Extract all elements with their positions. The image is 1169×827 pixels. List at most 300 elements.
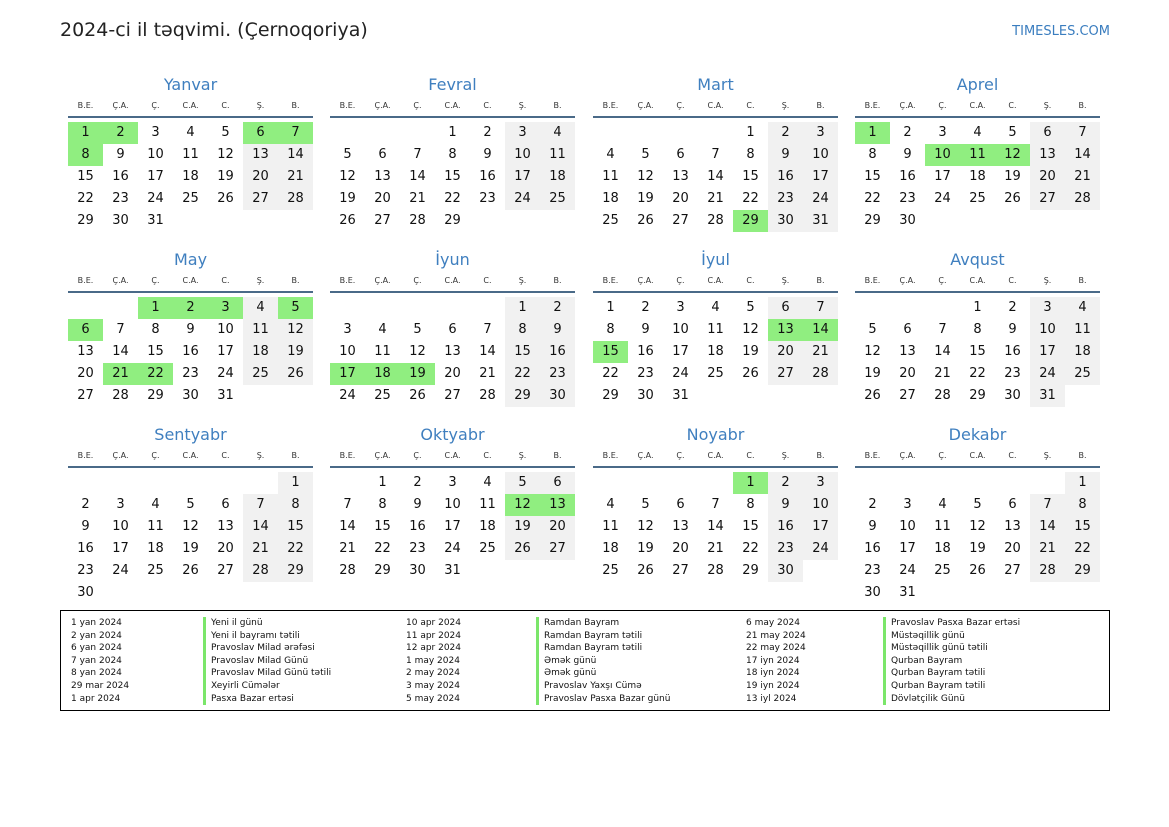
weekday-label: Ç.A.	[899, 101, 916, 110]
weekday-header	[593, 96, 838, 118]
weekday-label: Ş.	[781, 101, 790, 110]
day-cell: 30	[1004, 388, 1021, 403]
day-cell: 30	[899, 213, 916, 228]
month-name: Dekabr	[948, 425, 1007, 444]
empty-day-cell	[330, 472, 365, 494]
day-cell: 3	[676, 300, 685, 315]
days-grid	[330, 297, 575, 407]
holidays-list	[60, 610, 1110, 711]
day-cell: 13	[1004, 519, 1021, 534]
day-cell: 20	[77, 366, 94, 381]
day-cell: 21	[707, 541, 724, 556]
day-cell: 27	[243, 188, 278, 210]
day-cell: 5	[641, 147, 650, 162]
weekday-label: B.	[291, 276, 300, 285]
day-cell: 22	[864, 191, 881, 206]
day-cell: 1	[1065, 472, 1100, 494]
day-cell: 18	[182, 169, 199, 184]
day-cell: 11	[147, 519, 164, 534]
day-cell: 19	[1004, 169, 1021, 184]
month-name: Oktyabr	[420, 425, 485, 444]
weekday-label: Ç.A.	[374, 101, 391, 110]
site-brand-link[interactable]: TIMESLES.COM	[1012, 24, 1110, 39]
days-grid	[68, 122, 313, 232]
holiday-name: Pravoslav Milad Günü tətili	[203, 667, 331, 680]
weekday-label: Ç.A.	[637, 451, 654, 460]
holiday-name: Qurban Bayram tətili	[883, 680, 1020, 693]
weekday-label: Ç.A.	[899, 276, 916, 285]
holiday-day-cell: 13	[768, 319, 803, 341]
day-cell: 24	[112, 563, 129, 578]
month-fevral	[330, 74, 575, 232]
weekday-label: Ş.	[1043, 276, 1052, 285]
day-cell: 17	[217, 344, 234, 359]
day-cell: 20	[444, 366, 461, 381]
weekday-label: B.	[291, 451, 300, 460]
weekday-label: C.A.	[969, 276, 986, 285]
day-cell: 28	[339, 563, 356, 578]
holiday-day-cell: 14	[803, 319, 838, 341]
weekday-header	[330, 446, 575, 468]
day-cell: 25	[602, 563, 619, 578]
holiday-names-column	[203, 617, 331, 705]
weekday-label: B.	[1078, 451, 1087, 460]
weekday-label: Ç.	[151, 101, 160, 110]
day-cell: 10	[217, 322, 234, 337]
day-cell: 6	[768, 297, 803, 319]
month-mart	[593, 74, 838, 232]
day-cell: 22	[742, 191, 759, 206]
day-cell: 27	[1004, 563, 1021, 578]
holiday-name: Yeni il bayramı tətili	[203, 630, 331, 643]
weekday-label: Ç.	[151, 276, 160, 285]
day-cell: 5	[641, 497, 650, 512]
weekday-label: B.E.	[864, 451, 881, 460]
day-cell: 5	[343, 147, 352, 162]
day-cell: 23	[899, 191, 916, 206]
day-cell: 12	[637, 519, 654, 534]
empty-day-cell	[698, 472, 733, 494]
holiday-day-cell: 19	[400, 363, 435, 385]
month-aprel	[855, 74, 1100, 232]
holiday-day-cell: 5	[278, 297, 313, 319]
day-cell: 2	[540, 297, 575, 319]
empty-day-cell	[855, 297, 890, 319]
day-cell: 28	[707, 213, 724, 228]
empty-day-cell	[663, 122, 698, 144]
day-cell: 26	[182, 563, 199, 578]
day-cell: 14	[339, 519, 356, 534]
day-cell: 20	[540, 516, 575, 538]
day-cell: 19	[505, 516, 540, 538]
weekday-label: B.	[553, 276, 562, 285]
month-name: İyun	[435, 250, 470, 269]
day-cell: 8	[1065, 494, 1100, 516]
days-grid	[593, 472, 838, 582]
empty-day-cell	[173, 472, 208, 494]
day-cell: 10	[339, 344, 356, 359]
day-cell: 1	[505, 297, 540, 319]
day-cell: 7	[243, 494, 278, 516]
weekday-label: C.	[483, 276, 492, 285]
days-grid	[855, 472, 1100, 604]
day-cell: 16	[768, 516, 803, 538]
weekday-label: C.	[746, 276, 755, 285]
day-cell: 12	[637, 169, 654, 184]
day-cell: 8	[505, 319, 540, 341]
day-cell: 24	[899, 563, 916, 578]
day-cell: 12	[409, 344, 426, 359]
day-cell: 9	[116, 147, 125, 162]
day-cell: 3	[505, 122, 540, 144]
day-cell: 2	[768, 472, 803, 494]
day-cell: 13	[1030, 144, 1065, 166]
days-grid	[593, 122, 838, 232]
day-cell: 22	[602, 366, 619, 381]
day-cell: 21	[803, 341, 838, 363]
day-cell: 25	[243, 363, 278, 385]
day-cell: 24	[217, 366, 234, 381]
day-cell: 2	[81, 497, 90, 512]
day-cell: 25	[147, 563, 164, 578]
day-cell: 17	[803, 166, 838, 188]
day-cell: 14	[479, 344, 496, 359]
weekday-label: B.E.	[77, 101, 94, 110]
day-cell: 10	[147, 147, 164, 162]
day-cell: 24	[505, 188, 540, 210]
day-cell: 29	[969, 388, 986, 403]
weekday-label: B.	[553, 101, 562, 110]
day-cell: 13	[899, 344, 916, 359]
day-cell: 20	[672, 191, 689, 206]
weekday-label: Ş.	[518, 276, 527, 285]
empty-day-cell	[593, 472, 628, 494]
day-cell: 9	[868, 519, 877, 534]
empty-day-cell	[698, 122, 733, 144]
day-cell: 18	[479, 519, 496, 534]
day-cell: 26	[742, 366, 759, 381]
weekday-header	[593, 446, 838, 468]
day-cell: 11	[540, 144, 575, 166]
weekday-label: Ç.A.	[374, 451, 391, 460]
day-cell: 21	[243, 538, 278, 560]
days-grid	[68, 297, 313, 407]
day-cell: 3	[448, 475, 457, 490]
weekday-label: C.A.	[969, 101, 986, 110]
day-cell: 19	[637, 191, 654, 206]
holiday-date: 8 yan 2024	[71, 668, 122, 679]
holiday-date: 5 may 2024	[406, 693, 460, 704]
weekday-label: Ç.A.	[112, 276, 129, 285]
day-cell: 13	[672, 169, 689, 184]
day-cell: 26	[409, 388, 426, 403]
weekday-label: Ç.	[413, 451, 422, 460]
day-cell: 14	[1065, 144, 1100, 166]
day-cell: 21	[1030, 538, 1065, 560]
weekday-label: Ş.	[781, 451, 790, 460]
empty-day-cell	[925, 297, 960, 319]
day-cell: 11	[1065, 319, 1100, 341]
day-cell: 11	[374, 344, 391, 359]
weekday-label: C.	[221, 451, 230, 460]
day-cell: 8	[448, 147, 457, 162]
empty-day-cell	[365, 122, 400, 144]
holiday-name: Qurban Bayram tətili	[883, 667, 1020, 680]
weekday-label: B.E.	[339, 101, 356, 110]
weekday-label: Ç.A.	[637, 101, 654, 110]
day-cell: 27	[217, 563, 234, 578]
holiday-name: Müstəqillik günü	[883, 630, 1020, 643]
day-cell: 19	[864, 366, 881, 381]
day-cell: 29	[1065, 560, 1100, 582]
day-cell: 17	[672, 344, 689, 359]
day-cell: 15	[742, 519, 759, 534]
weekday-label: Ş.	[518, 101, 527, 110]
day-cell: 16	[637, 344, 654, 359]
day-cell: 26	[969, 563, 986, 578]
holiday-name: Yeni il günü	[203, 617, 331, 630]
holiday-date: 21 may 2024	[746, 630, 806, 641]
weekday-header	[855, 446, 1100, 468]
holiday-date: 22 may 2024	[746, 643, 806, 654]
day-cell: 24	[1030, 363, 1065, 385]
holiday-day-cell: 12	[995, 144, 1030, 166]
day-cell: 31	[217, 388, 234, 403]
day-cell: 19	[278, 341, 313, 363]
weekday-label: C.	[483, 451, 492, 460]
day-cell: 3	[1030, 297, 1065, 319]
day-cell: 14	[707, 169, 724, 184]
month-name: May	[173, 250, 208, 269]
day-cell: 12	[278, 319, 313, 341]
day-cell: 13	[77, 344, 94, 359]
weekday-header	[855, 271, 1100, 293]
day-cell: 25	[934, 563, 951, 578]
weekday-label: C.A.	[707, 451, 724, 460]
day-cell: 15	[278, 516, 313, 538]
day-cell: 10	[505, 144, 540, 166]
day-cell: 15	[742, 169, 759, 184]
day-cell: 20	[899, 366, 916, 381]
day-cell: 26	[278, 363, 313, 385]
day-cell: 30	[768, 560, 803, 582]
weekday-label: B.E.	[602, 451, 619, 460]
month-name: Mart	[697, 75, 734, 94]
day-cell: 25	[540, 188, 575, 210]
day-cell: 26	[637, 213, 654, 228]
day-cell: 22	[77, 191, 94, 206]
day-cell: 9	[186, 322, 195, 337]
day-cell: 17	[803, 516, 838, 538]
day-cell: 2	[768, 122, 803, 144]
weekday-label: B.	[291, 101, 300, 110]
day-cell: 19	[339, 191, 356, 206]
day-cell: 8	[151, 322, 160, 337]
day-cell: 26	[217, 191, 234, 206]
holiday-day-cell: 10	[925, 144, 960, 166]
day-cell: 27	[768, 363, 803, 385]
day-cell: 17	[444, 519, 461, 534]
day-cell: 22	[1065, 538, 1100, 560]
weekday-label: B.	[816, 101, 825, 110]
day-cell: 18	[707, 344, 724, 359]
day-cell: 24	[147, 191, 164, 206]
day-cell: 17	[1030, 341, 1065, 363]
empty-day-cell	[103, 297, 138, 319]
day-cell: 30	[864, 585, 881, 600]
day-cell: 24	[803, 538, 838, 560]
holiday-date: 2 yan 2024	[71, 630, 122, 641]
holiday-day-cell: 1	[855, 122, 890, 144]
weekday-label: C.A.	[444, 451, 461, 460]
empty-day-cell	[330, 122, 365, 144]
day-cell: 20	[243, 166, 278, 188]
day-cell: 18	[243, 341, 278, 363]
day-cell: 4	[540, 122, 575, 144]
day-cell: 11	[707, 322, 724, 337]
weekday-label: C.A.	[444, 101, 461, 110]
day-cell: 9	[903, 147, 912, 162]
empty-day-cell	[925, 472, 960, 494]
day-cell: 19	[969, 541, 986, 556]
day-cell: 21	[479, 366, 496, 381]
day-cell: 27	[899, 388, 916, 403]
day-cell: 9	[768, 494, 803, 516]
day-cell: 16	[864, 541, 881, 556]
day-cell: 21	[339, 541, 356, 556]
day-cell: 14	[934, 344, 951, 359]
holiday-name: Ramdan Bayram tətili	[536, 630, 670, 643]
day-cell: 31	[444, 563, 461, 578]
day-cell: 18	[1065, 341, 1100, 363]
day-cell: 22	[742, 541, 759, 556]
holiday-day-cell: 1	[68, 122, 103, 144]
holiday-day-cell: 18	[365, 363, 400, 385]
holiday-day-cell: 2	[103, 122, 138, 144]
holiday-names-column	[883, 617, 1020, 705]
weekday-label: Ş.	[1043, 101, 1052, 110]
day-cell: 20	[1004, 541, 1021, 556]
day-cell: 6	[903, 322, 912, 337]
day-cell: 24	[803, 188, 838, 210]
holiday-date: 11 apr 2024	[406, 630, 462, 641]
day-cell: 16	[899, 169, 916, 184]
weekday-label: Ç.	[413, 101, 422, 110]
day-cell: 1	[746, 125, 755, 140]
month-may	[68, 249, 313, 407]
day-cell: 7	[711, 497, 720, 512]
holiday-day-cell: 2	[173, 297, 208, 319]
holiday-day-cell: 6	[243, 122, 278, 144]
holiday-dates-column	[406, 617, 461, 705]
day-cell: 7	[803, 297, 838, 319]
month-name: Yanvar	[163, 75, 218, 94]
day-cell: 25	[602, 213, 619, 228]
empty-day-cell	[1030, 472, 1065, 494]
month-i̇yun	[330, 249, 575, 407]
day-cell: 11	[602, 519, 619, 534]
day-cell: 7	[1065, 122, 1100, 144]
day-cell: 6	[1008, 497, 1017, 512]
day-cell: 27	[444, 388, 461, 403]
day-cell: 30	[182, 388, 199, 403]
day-cell: 21	[934, 366, 951, 381]
day-cell: 15	[969, 344, 986, 359]
weekday-header	[68, 96, 313, 118]
day-cell: 30	[409, 563, 426, 578]
day-cell: 27	[374, 213, 391, 228]
day-cell: 27	[540, 538, 575, 560]
day-cell: 23	[112, 191, 129, 206]
weekday-label: Ç.A.	[637, 276, 654, 285]
day-cell: 4	[243, 297, 278, 319]
day-cell: 29	[742, 563, 759, 578]
weekday-label: B.E.	[602, 276, 619, 285]
holiday-day-cell: 22	[138, 363, 173, 385]
day-cell: 21	[409, 191, 426, 206]
day-cell: 25	[969, 191, 986, 206]
holiday-name: Pravoslav Milad ərəfəsi	[203, 642, 331, 655]
day-cell: 21	[1065, 166, 1100, 188]
month-sentyabr	[68, 424, 313, 604]
day-cell: 30	[540, 385, 575, 407]
day-cell: 9	[768, 144, 803, 166]
empty-day-cell	[960, 472, 995, 494]
weekday-header	[68, 271, 313, 293]
empty-day-cell	[855, 472, 890, 494]
day-cell: 20	[374, 191, 391, 206]
empty-day-cell	[365, 297, 400, 319]
month-name: İyul	[701, 250, 730, 269]
day-cell: 19	[182, 541, 199, 556]
weekday-label: B.E.	[77, 451, 94, 460]
day-cell: 26	[637, 563, 654, 578]
days-grid	[593, 297, 838, 407]
day-cell: 13	[243, 144, 278, 166]
day-cell: 8	[973, 322, 982, 337]
day-cell: 16	[540, 341, 575, 363]
empty-day-cell	[435, 297, 470, 319]
day-cell: 23	[409, 541, 426, 556]
day-cell: 1	[378, 475, 387, 490]
day-cell: 7	[711, 147, 720, 162]
empty-day-cell	[400, 297, 435, 319]
holiday-date: 1 yan 2024	[71, 618, 122, 628]
holiday-date: 7 yan 2024	[71, 655, 122, 666]
days-grid	[330, 472, 575, 582]
holiday-date: 6 yan 2024	[71, 643, 122, 654]
day-cell: 8	[868, 147, 877, 162]
day-cell: 5	[868, 322, 877, 337]
day-cell: 20	[672, 541, 689, 556]
day-cell: 18	[540, 166, 575, 188]
weekday-label: C.A.	[182, 101, 199, 110]
day-cell: 11	[479, 497, 496, 512]
weekday-label: C.A.	[969, 451, 986, 460]
weekday-label: Ş.	[1043, 451, 1052, 460]
empty-day-cell	[470, 297, 505, 319]
day-cell: 17	[934, 169, 951, 184]
day-cell: 4	[711, 300, 720, 315]
day-cell: 21	[707, 191, 724, 206]
holiday-name: Əmək günü	[536, 667, 670, 680]
day-cell: 29	[374, 563, 391, 578]
day-cell: 24	[444, 541, 461, 556]
day-cell: 10	[672, 322, 689, 337]
day-cell: 17	[899, 541, 916, 556]
weekday-label: C.A.	[182, 451, 199, 460]
day-cell: 29	[147, 388, 164, 403]
